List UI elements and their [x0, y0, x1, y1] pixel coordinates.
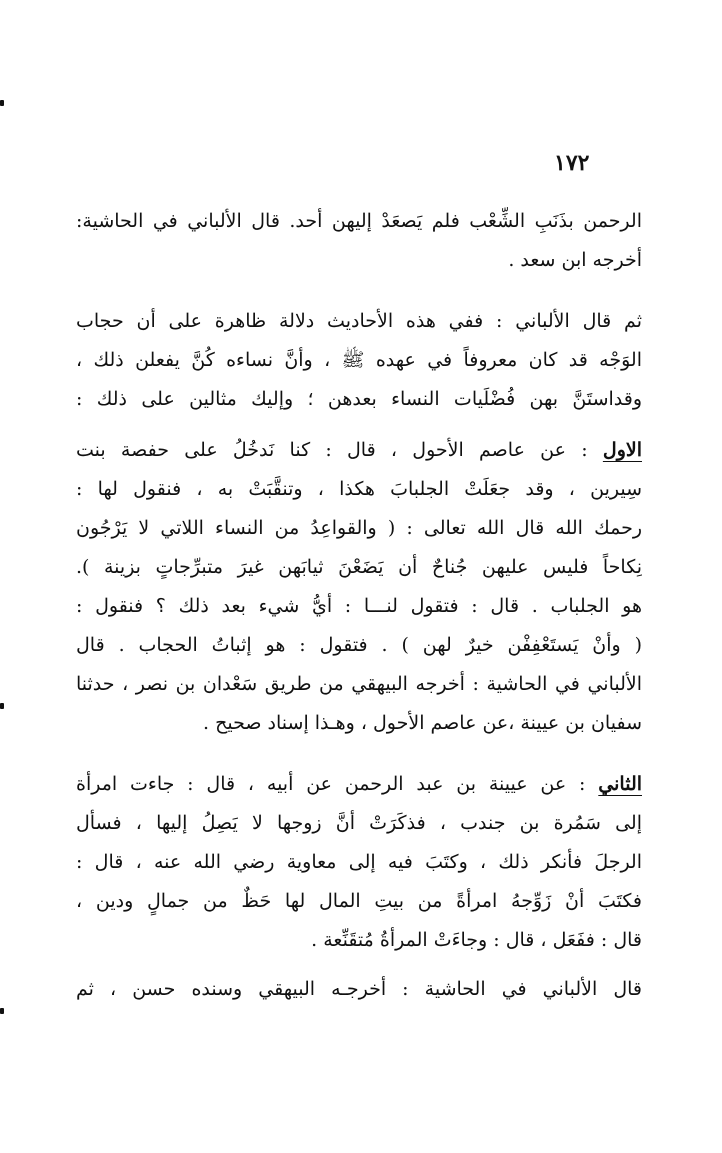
text-line: إلى سَمُرة بن جندب ، فذكَرَتْ أنَّ زوجها لا يَصِلُ إليها ، فسأل — [76, 812, 642, 834]
first-example-paragraph — [76, 431, 642, 743]
text-line: ثم قال الألباني : ففي هذه الأحاديث دلالة ظاهرة على أن حجاب — [76, 310, 642, 332]
albani-comment-paragraph — [76, 302, 642, 419]
text-line: الرحمن بذَنَبِ الشِّعْب فلم يَصعَدْ إليهن أحد. قال الألباني في الحاشية: — [76, 210, 642, 232]
second-example-heading: الثاني — [598, 773, 642, 795]
text-line: نِكاحاً فليس عليهن جُناحٌ أن يَضَعْنَ ثيابَهن غيرَ متبرِّجاتٍ بزينة ). — [76, 556, 642, 578]
text-line: فكتَبَ أنْ زَوِّجهُ امرأةً من بيتِ المال لها حَظٌ من جمالٍ ودين ، — [76, 890, 642, 912]
second-example-opening: : عن عيينة بن عبد الرحمن عن أبيه ، قال : جاءت امرأة — [76, 773, 586, 795]
text-line: الألباني في الحاشية : أخرجه البيهقي من طريق سَعْدان بن نصر ، حدثنا — [76, 673, 642, 695]
intro-paragraph — [76, 202, 642, 280]
text-line: سِيرين ، وقد جعَلَتْ الجلبابَ هكذا ، وتنقَّبَتْ به ، فنقول لها : — [76, 478, 642, 500]
edge-mark-bottom — [0, 1008, 4, 1014]
page-number: ١٧٢ — [554, 150, 590, 176]
second-example-paragraph — [76, 765, 642, 960]
text-line: قال : ففَعَل ، قال : وجاءَتْ المرأةُ مُتقَنِّعة . — [311, 929, 642, 951]
text-line: وقداستَنَّ بهن فُضْلَيات النساء بعدهن ؛ وإليك مثالين على ذلك : — [76, 388, 642, 410]
text-line: هو الجلباب . قال : فتقول لنـــا : أيُّ شيء بعد ذلك ؟ فنقول : — [76, 595, 642, 617]
text-line: الوَجْه قد كان معروفاً في عهده ﷺ ، وأنَّ نساءه كُنَّ يفعلن ذلك ، — [76, 349, 642, 371]
edge-mark-middle — [0, 703, 4, 709]
first-example-heading: الاول — [602, 439, 642, 461]
edge-mark-top — [0, 100, 4, 106]
text-line: سفيان بن عيينة ،عن عاصم الأحول ، وهـذا إسناد صحيح . — [203, 712, 642, 734]
text-line — [76, 765, 642, 804]
text-line: الرجلَ فأنكر ذلك ، وكتَبَ فيه إلى معاوية رضي الله عنه ، قال : — [76, 851, 642, 873]
text-line: ( وأنْ يَستَعْفِفْن خيرٌ لهن ) . فتقول : هو إثباتُ الحجاب . قال — [76, 634, 642, 656]
final-paragraph — [76, 970, 642, 1009]
text-line: قال الألباني في الحاشية : أخرجـه البيهقي وسنده حسن ، ثم — [76, 978, 642, 1000]
text-line: رحمك الله قال الله تعالى : ( والقواعِدُ من النساء اللاتي لا يَرْجُون — [76, 517, 642, 539]
text-line — [76, 431, 642, 470]
first-example-opening: : عن عاصم الأحول ، قال : كنا نَدخُلُ على حفصة بنت — [76, 439, 588, 461]
text-line: أخرجه ابن سعد . — [508, 249, 642, 271]
